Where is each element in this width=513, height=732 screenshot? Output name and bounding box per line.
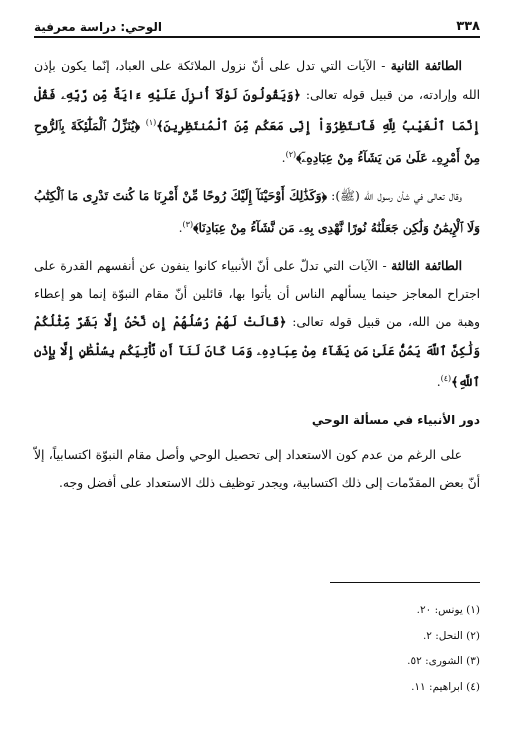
paragraph-third-group	[34, 252, 480, 397]
page-number: ٣٣٨	[456, 19, 480, 34]
quran-verse: ﴿وَكَذَٰلِكَ أَوْحَيْنَآ إِلَيْكَ رُوحًا مِّنْ أَمْرِنَا مَا كُنتَ تَدْرِى مَا ٱلْكِتَٰبُ وَلَا ٱلْإِيمَٰنُ وَلَٰكِن جَعَلْنَٰهُ نُورًا نَّهْدِى بِهِۦ مَن نَّشَآءُ مِنْ عِبَادِنَا﴾	[34, 188, 480, 235]
quran-verse: ﴿وَيَقُولُونَ لَوْلَآ أُنزِلَ عَلَيْهِ ءَايَةٌ مِّن رَّبِّهِۦ فَقُلْ إِنَّمَا ٱلْغَيْبُ لِلَّهِ فَٱنتَظِرُوٓاْ إِنِّى مَعَكُم مِّنَ ٱلْمُنتَظِرِينَ﴾	[34, 86, 480, 134]
footnote-ref: (٣)	[182, 219, 194, 229]
header-rule	[34, 36, 480, 38]
paragraph-prophets-role: على الرغم من عدم كون الاستعداد إلى تحصيل الوحي وأصل مقام النبوّة اكتسابياً، إلاّ أنّ بعض المقدّمات إلى ذلك اكتسابية، ويجدر توظيف ذلك الاستعداد على أفضل وجه.	[34, 448, 480, 490]
paragraph-text: .	[281, 150, 286, 165]
paragraph-text: - الآيات التي تدلّ على أنّ الأنبياء كانوا ينفون عن أنفسهم القدرة على اجتراح المعاجز حينما يسألهم الناس أن يأتوا بها، قائلين أنّ مقام النبوّة إنما هو إعطاء وهبة من الله، من قبيل قوله تعالى:	[34, 259, 480, 330]
paragraph-text: وقال تعالى في شأن رسول الله (ﷺ):	[326, 189, 462, 204]
paragraph-text: .	[178, 220, 183, 235]
paragraph-text: .	[436, 375, 441, 390]
paragraph-lead: الطائفة الثانية	[390, 58, 462, 73]
footnote-rule	[330, 582, 480, 583]
footnote-ref: (١)	[145, 118, 157, 127]
footnote-ref: (٢)	[285, 149, 297, 159]
section-heading: دور الأنبياء في مسألة الوحي	[311, 412, 480, 427]
main-text	[34, 52, 480, 507]
paragraph-second-group	[34, 52, 480, 172]
quran-verse: ﴿قَالَتْ لَهُمْ رُسُلُهُمْ إِن نَّحْنُ إِلَّا بَشَرٌ مِّثْلُكُمْ وَلَٰكِنَّ ٱللَّهَ يَمُنُّ عَلَىٰ مَن يَشَآءُ مِنْ عِبَادِهِۦ وَمَا كَانَ لَنَآ أَن نَّأْتِيَكُم بِسُلْطَٰنٍ إِلَّا بِإِذْنِ ٱللَّهِ﴾	[34, 314, 480, 390]
footnote-item: (١) يونس: ٢٠.	[416, 604, 480, 616]
running-title: الوحي: دراسة معرفية	[34, 20, 163, 34]
paragraph-lead: الطائفة الثالثة	[391, 258, 462, 274]
footnote-item: (٣) الشورى: ٥٢.	[407, 655, 480, 667]
page-header	[34, 12, 480, 34]
paragraph-prophet-verse	[34, 182, 480, 242]
footnote-ref: (٤)	[440, 374, 452, 384]
quran-verse: ﴿يُنَزِّلُ ٱلْمَلَٰٓئِكَةَ بِٱلرُّوحِ مِنْ أَمْرِهِۦ عَلَىٰ مَن يَشَآءُ مِنْ عِبَادِهِۦٓ﴾	[34, 118, 480, 165]
footnote-item: (٢) النحل: ٢.	[422, 629, 480, 642]
footnotes	[34, 598, 480, 700]
paragraph-text: - الآيات التي تدل على أنّ نزول الملائكة على العباد، إنّما يكون بإذن الله وإرادته، من قبيل قوله تعالى:	[34, 59, 480, 102]
footnote-item: (٤) ابراهيم: ١١.	[411, 680, 480, 693]
